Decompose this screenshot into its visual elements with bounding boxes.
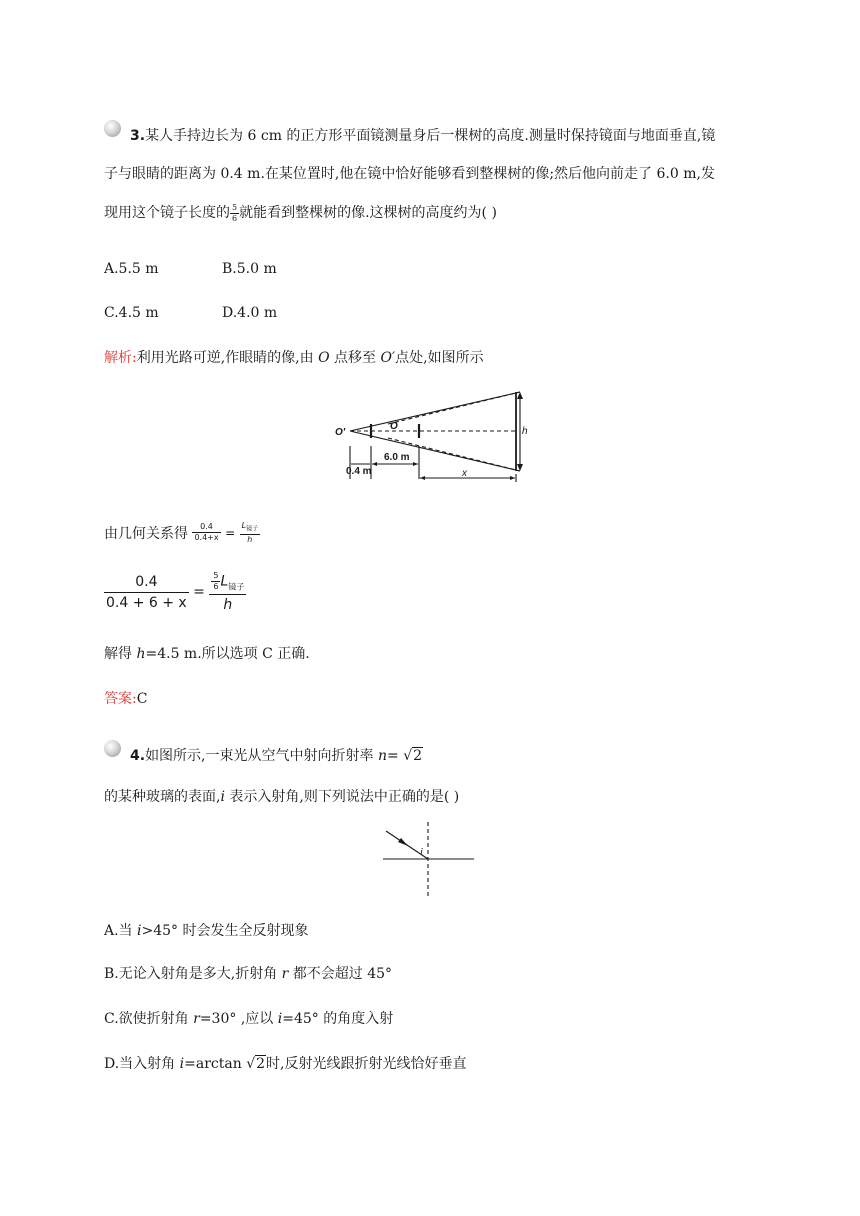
label-x: x xyxy=(462,468,467,479)
q4-option-a: A.当 i>45° 时会发生全反射现象 xyxy=(104,923,309,939)
label-60m: 6.0 m xyxy=(384,452,410,463)
mirror-light-path-figure xyxy=(334,386,534,486)
answer-line xyxy=(104,688,147,708)
question-3-number: 3. xyxy=(130,128,146,144)
eq1-left-fraction: $\frac{0.4}{0.4+x}$ xyxy=(194,522,219,543)
eq2-left-fraction: $\frac{0.4}{0.4 + 6 + x}$ xyxy=(106,573,187,611)
geometry-equation-1: 由几何关系得 $\frac{0.4}{0.4+x}$ = $\frac{L_{镜子}}{h}$ xyxy=(104,521,259,544)
ray-arrow-icon xyxy=(398,838,408,846)
answer-value: C xyxy=(136,691,148,707)
geometry-equation-2: $\frac{0.4}{0.4 + 6 + x}$ = $\frac{5}{6}$ $L_{镜子}$ h xyxy=(106,571,245,614)
solution-line: 解得 h=4.5 m.所以选项 C 正确. xyxy=(104,646,310,662)
option-c: C.4.5 m xyxy=(104,305,159,321)
q4-option-c: C.欲使折射角 r=30° ,应以 i=45° 的角度入射 xyxy=(104,1011,394,1027)
question-4-bullet-icon xyxy=(104,740,121,757)
question-4-line-1: 4.如图所示,一束光从空气中射向折射率 n= √2 xyxy=(130,748,423,764)
label-oprime: O′ xyxy=(335,427,346,438)
question-3-line-1: 3.某人手持边长为 6 cm 的正方形平面镜测量身后一棵树的高度.测量时保持镜面与地面垂直,镜 xyxy=(130,128,716,144)
option-a: A.5.5 m xyxy=(104,261,159,277)
label-i: i xyxy=(420,846,424,858)
answer-label: 答案: xyxy=(104,691,137,707)
upper-ray xyxy=(350,392,520,431)
label-h: h xyxy=(522,426,528,437)
option-d: D.4.0 m xyxy=(222,305,278,321)
eq2-right-fraction: $\frac{5}{6}$ $L_{镜子}$ h xyxy=(209,572,246,612)
sqrt-2: √2 xyxy=(403,748,423,764)
question-3-line-3: 现用这个镜子长度的 $\frac{5}{6}$ 就能看到整棵树的像.这棵树的高度约为( ) xyxy=(104,202,497,223)
question-4-line-2: 的某种玻璃的表面,i 表示入射角,则下列说法中正确的是( ) xyxy=(104,789,460,805)
question-4-number: 4. xyxy=(130,748,146,764)
q4-option-d: D.当入射角 i=arctan √2时,反射光线跟折射光线恰好垂直 xyxy=(104,1056,467,1072)
five-sixths-fraction: $\frac{5}{6}$ xyxy=(232,202,238,223)
question-3-line-2: 子与眼睛的距离为 0.4 m.在某位置时,他在镜中恰好能够看到整棵树的像;然后他向前走了 6.0 m,发 xyxy=(104,166,715,182)
upper-dashed xyxy=(388,392,520,424)
analysis-line: 解析:利用光路可逆,作眼睛的像,由 O 点移至 O′点处,如图所示 xyxy=(104,350,484,366)
eq1-right-fraction: $\frac{L_{镜子}}{h}$ xyxy=(241,521,259,544)
incidence-angle-figure xyxy=(380,820,480,900)
label-o: O xyxy=(390,421,398,432)
option-b: B.5.0 m xyxy=(222,261,277,277)
arctan-sqrt-2: √2 xyxy=(246,1056,266,1072)
label-04m: 0.4 m xyxy=(346,466,372,477)
analysis-label: 解析: xyxy=(104,350,137,366)
q4-option-b: B.无论入射角是多大,折射角 r 都不会超过 45° xyxy=(104,966,393,982)
question-3-bullet-icon xyxy=(104,120,121,137)
